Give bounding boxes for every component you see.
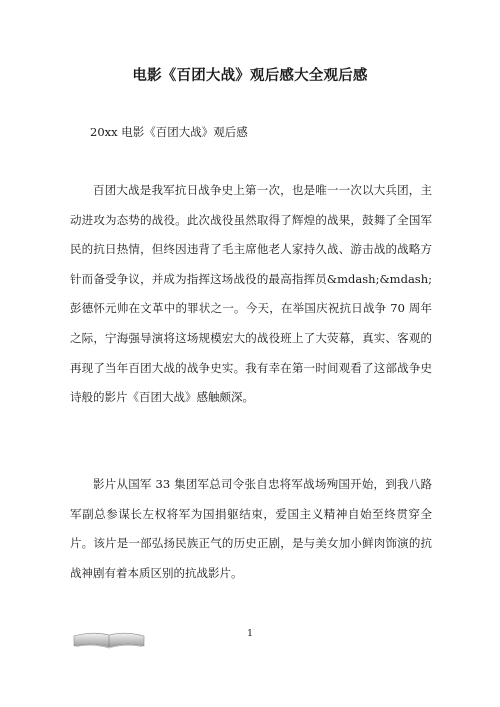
document-title: 电影《百团大战》观后感大全观后感 (132, 67, 368, 84)
paragraph-2: 影片从国军 33 集团军总司令张自忠将军战场殉国开始，到我八路军副总参谋长左权将军为国捐躯结束，爱国主义精神自始至终贯穿全片。该片是一部弘扬民族正气的历史正剧，是与美女加小鲜肉饰演的抗战神剧有着本质区别的抗战影片。 (70, 477, 432, 580)
page-number: 1 (246, 628, 254, 639)
document-subtitle: 20xx 电影《百团大战》观后感 (90, 125, 248, 139)
open-book-icon (72, 630, 146, 650)
paragraph-1: 百团大战是我军抗日战争史上第一次，也是唯一一次以大兵团，主动进攻为态势的战役。此次战役虽然取得了辉煌的战果，鼓舞了全国军民的抗日热情，但终因违背了毛主席他老人家持久战、游击战的战略方针而备受争议，并成为指挥这场战役的最高指挥员&mdash;&mdash;彭德怀元帅在文革中的罪状之一。今天，在举国庆祝抗日战争 70 周年之际，宁海强导演将这场规模宏大的战役班上了大荧幕，真实、客观的再现了当年百团大战的战争史实。我有幸在第一时间观看了这部战争史诗般的影片《百团大战》感触颇深。 (70, 183, 432, 405)
